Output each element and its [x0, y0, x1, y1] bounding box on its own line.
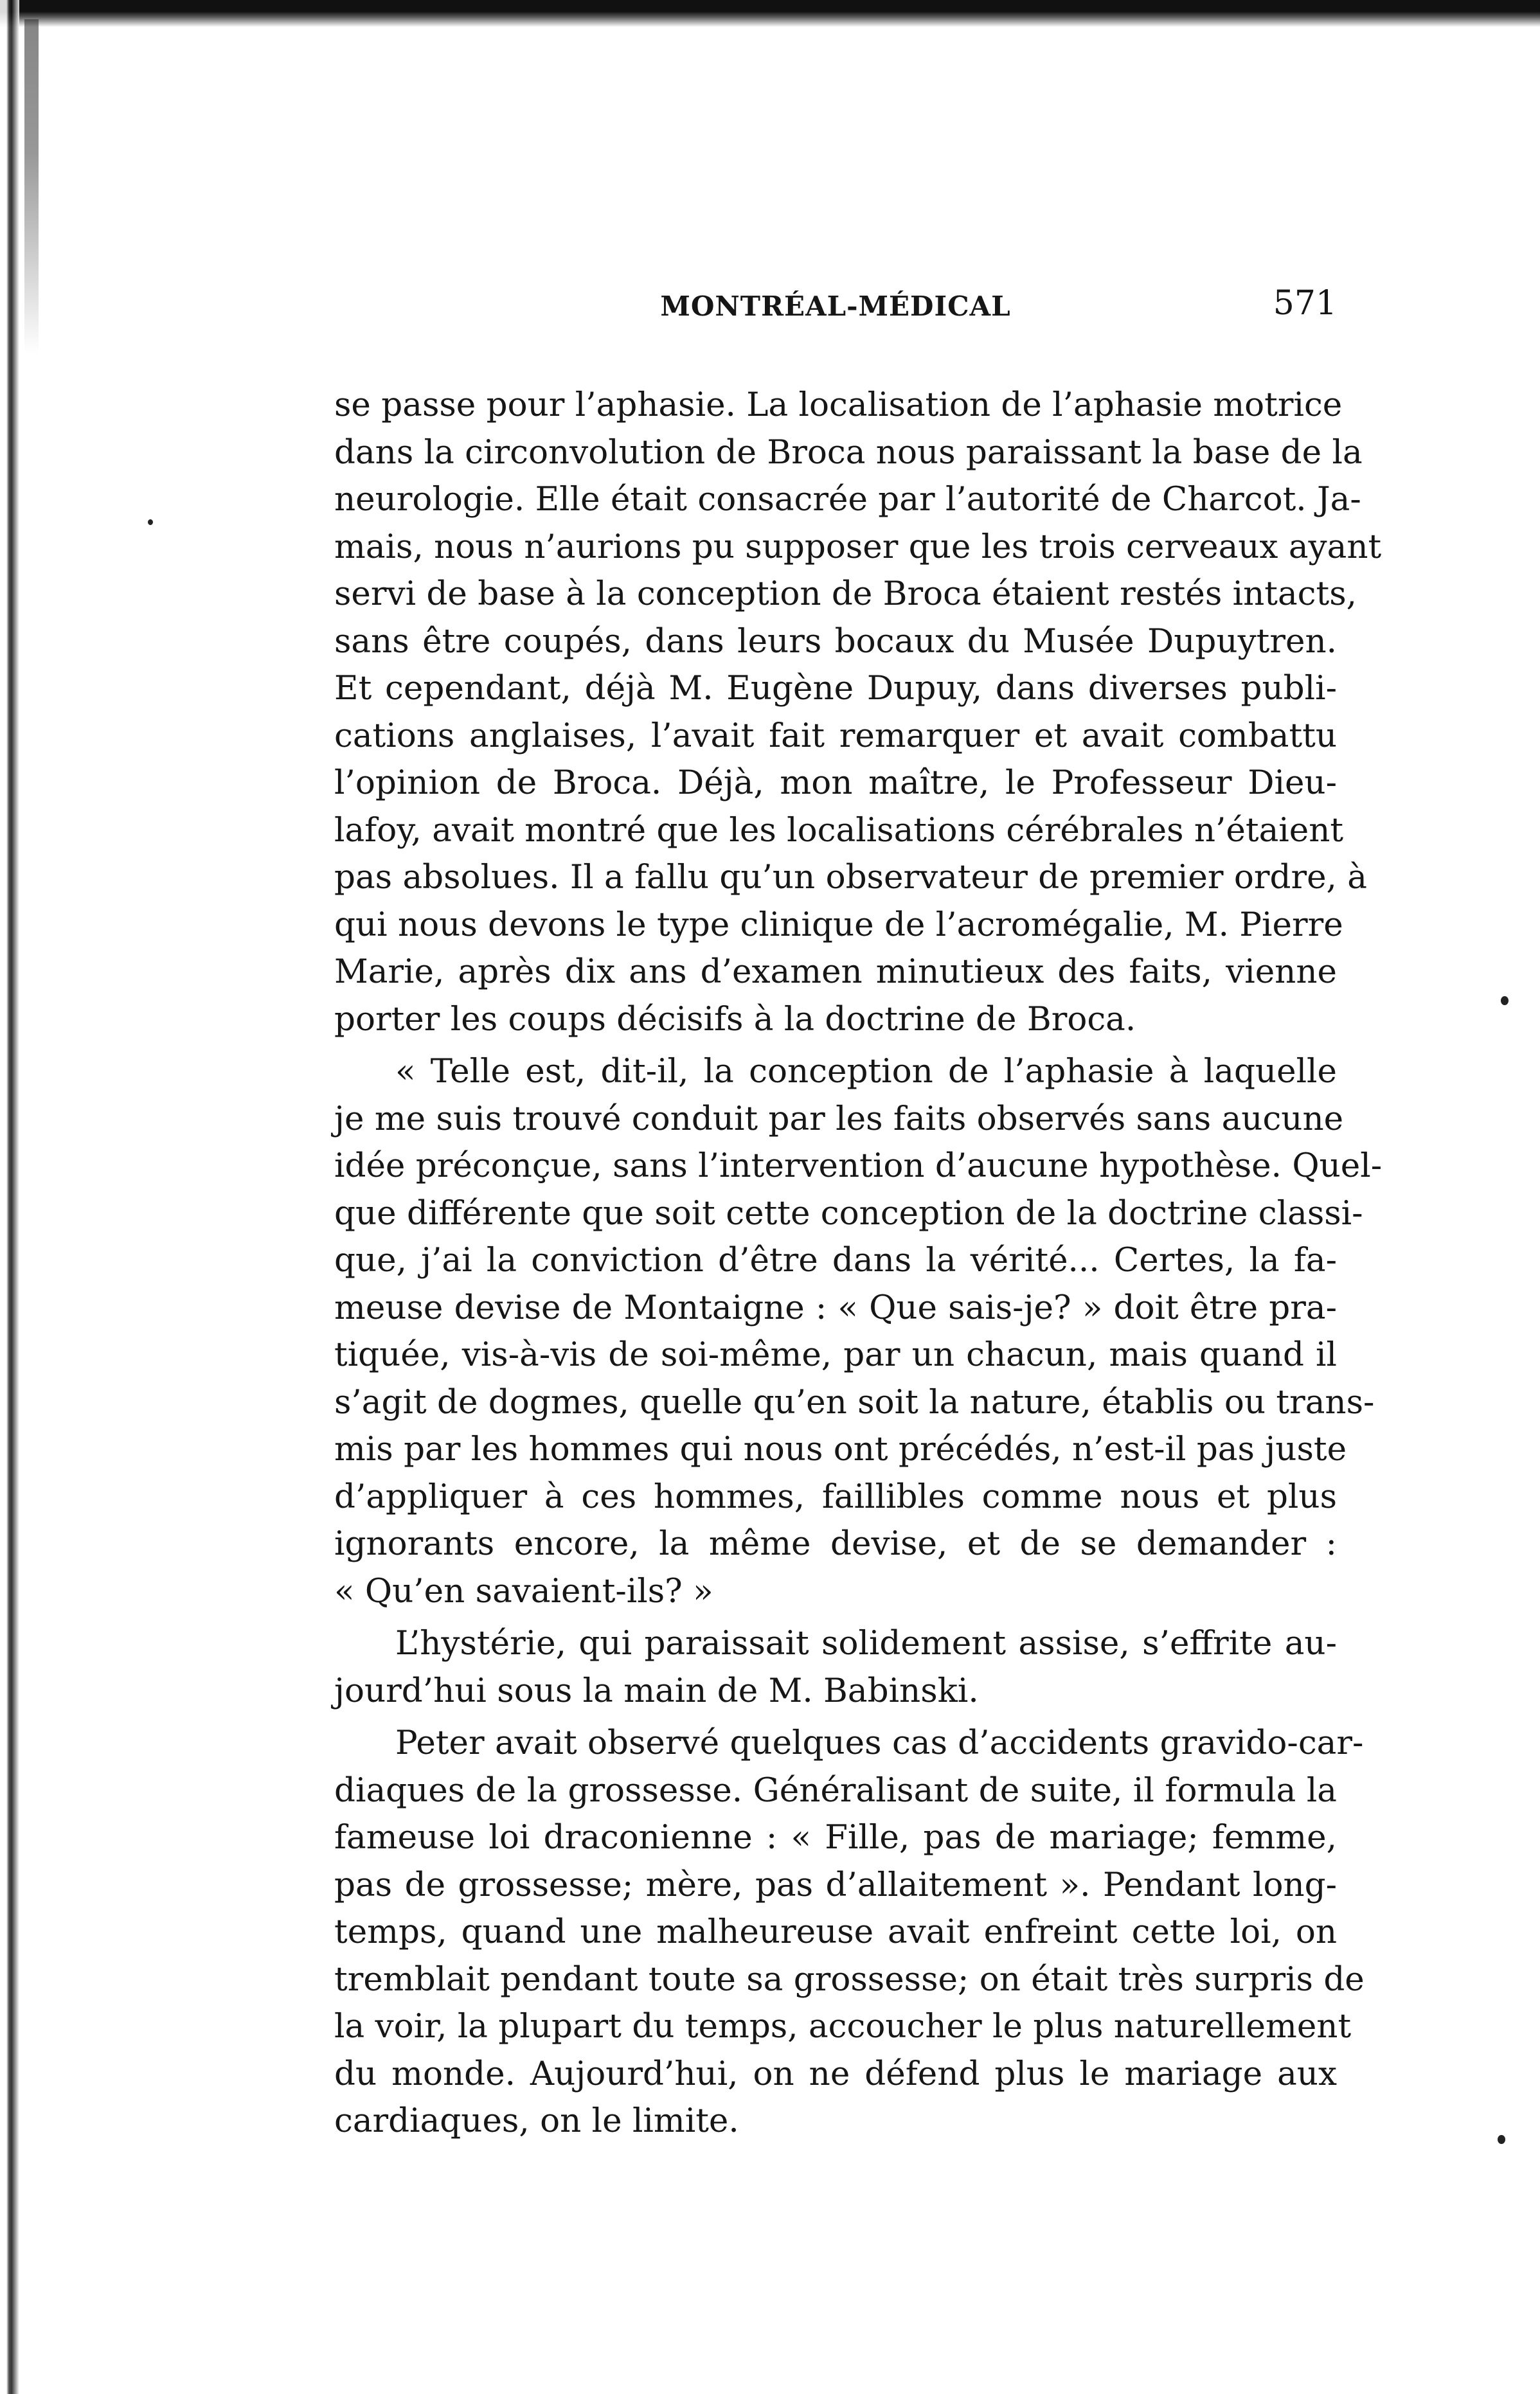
- text-line: jourd’hui sous la main de M. Babinski.: [334, 1671, 979, 1710]
- text-line: que, j’ai la conviction d’être dans la vérité... Certes, la fa-: [334, 1241, 1337, 1280]
- text-line: neurologie. Elle était consacrée par l’autorité de Charcot. Ja-: [334, 480, 1361, 519]
- text-line: d’appliquer à ces hommes, faillibles comme nous et plus: [334, 1477, 1337, 1516]
- text-line: cardiaques, on le limite.: [334, 2102, 739, 2140]
- text-line: que différente que soit cette conception de la doctrine classi-: [334, 1193, 1363, 1233]
- text-line: temps, quand une malheureuse avait enfreint cette loi, on: [334, 1913, 1337, 1951]
- scan-border-top: [0, 0, 1540, 27]
- text-line: tremblait pendant toute sa grossesse; on était très surpris de: [334, 1960, 1365, 1999]
- text-line: fameuse loi draconienne : « Fille, pas de mariage; femme,: [334, 1818, 1337, 1857]
- scan-speck: [148, 519, 153, 525]
- text-line: idée préconçue, sans l’intervention d’aucune hypothèse. Quel-: [334, 1147, 1383, 1185]
- text-line: sans être coupés, dans leurs bocaux du Musée Dupuytren.: [334, 621, 1337, 661]
- text-line: porter les coups décisifs à la doctrine de Broca.: [334, 999, 1136, 1039]
- text-line: qui nous devons le type clinique de l’acromégalie, M. Pierre: [334, 905, 1343, 944]
- paragraph-peter: [334, 1720, 1365, 2145]
- text-line: se passe pour l’aphasie. La localisation de l’aphasie motrice: [334, 386, 1343, 424]
- page-number: 571: [1273, 284, 1337, 323]
- text-line: lafoy, avait montré que les localisations cérébrales n’étaient: [334, 810, 1344, 850]
- scan-speck: [1501, 996, 1509, 1005]
- text-line: Marie, après dix ans d’examen minutieux des faits, vienne: [334, 952, 1337, 991]
- text-line: « Qu’en savaient-ils? »: [334, 1571, 713, 1611]
- text-line: dans la circonvolution de Broca nous paraissant la base de la: [334, 433, 1363, 472]
- text-line: servi de base à la conception de Broca étaient restés intacts,: [334, 575, 1357, 613]
- paragraph-aphasia: [334, 382, 1382, 1043]
- paragraph-hysteria: [334, 1620, 1337, 1715]
- text-line: Peter avait observé quelques cas d’accidents gravido-car-: [395, 1724, 1364, 1762]
- running-header: [334, 283, 1337, 341]
- text-line: je me suis trouvé conduit par les faits observés sans aucune: [334, 1099, 1344, 1138]
- text-line: s’agit de dogmes, quelle qu’en soit la nature, établis ou trans-: [334, 1382, 1375, 1422]
- text-line: du monde. Aujourd’hui, on ne défend plus le mariage aux: [334, 2054, 1337, 2093]
- text-line: meuse devise de Montaigne : « Que sais-je? » doit être pra-: [334, 1288, 1337, 1327]
- text-line: diaques de la grossesse. Généralisant de suite, il formula la: [334, 1771, 1337, 1810]
- text-line: ignorants encore, la même devise, et de se demander :: [334, 1524, 1337, 1563]
- paragraph-marie-quote: [334, 1048, 1383, 1615]
- journal-title: MONTRÉAL-MÉDICAL: [660, 290, 1011, 322]
- text-line: Et cependant, déjà M. Eugène Dupuy, dans diverses publi-: [334, 669, 1337, 708]
- text-line: cations anglaises, l’avait fait remarquer et avait combattu: [334, 716, 1337, 755]
- text-line: tiquée, vis-à-vis de soi-même, par un chacun, mais quand il: [334, 1335, 1337, 1374]
- text-line: « Telle est, dit-il, la conception de l’aphasie à laquelle: [395, 1052, 1337, 1091]
- text-line: la voir, la plupart du temps, accoucher le plus naturellement: [334, 2007, 1352, 2046]
- text-line: L’hystérie, qui paraissait solidement assise, s’effrite au-: [395, 1624, 1337, 1663]
- scan-border-left: [0, 0, 19, 2394]
- text-line: pas de grossesse; mère, pas d’allaitement ». Pendant long-: [334, 1865, 1337, 1904]
- scan-binding-shadow: [24, 19, 39, 353]
- body-text: [334, 382, 1383, 2145]
- document-page: [334, 283, 1383, 2145]
- text-line: pas absolues. Il a fallu qu’un observateur de premier ordre, à: [334, 858, 1367, 897]
- text-line: l’opinion de Broca. Déjà, mon maître, le Professeur Dieu-: [334, 764, 1337, 802]
- text-line: mis par les hommes qui nous ont précédés, n’est-il pas juste: [334, 1430, 1347, 1469]
- scan-speck: [1498, 2135, 1505, 2144]
- text-line: mais, nous n’aurions pu supposer que les trois cerveaux ayant: [334, 527, 1382, 566]
